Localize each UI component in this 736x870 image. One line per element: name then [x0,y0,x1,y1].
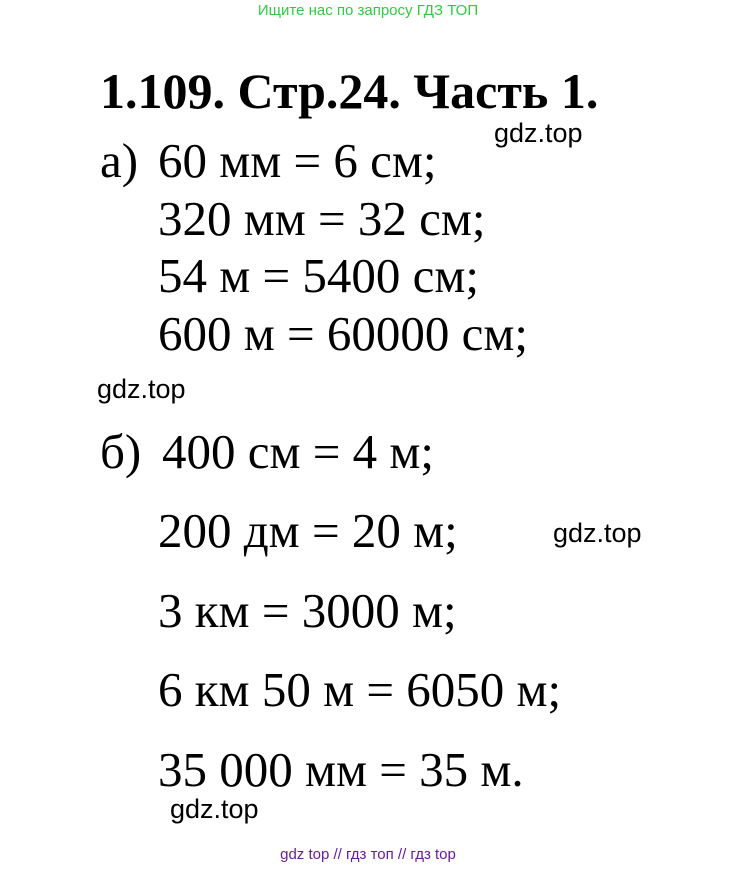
part-b-label: б) [100,424,142,479]
part-b-line-2: 200 дм = 20 м; [158,503,458,558]
watermark-text: gdz.top [170,794,259,824]
part-a-line-2: 320 мм = 32 см; [158,191,486,246]
exercise-heading: 1.109. Стр.24. Часть 1. [100,63,599,119]
part-b-line-3: 3 км = 3000 м; [158,583,457,638]
footer-watermark: gdz top // гдз топ // гдз top [280,846,456,863]
part-b-line-5: 35 000 мм = 35 м. [158,742,524,797]
part-a-line-1: 60 мм = 6 см; [158,133,437,188]
watermark-text: gdz.top [553,518,642,548]
top-banner: Ищите нас по запросу ГДЗ ТОП [257,2,479,19]
part-b-line-4: 6 км 50 м = 6050 м; [158,662,562,717]
part-a-label: а) [100,133,139,188]
part-b-line-1: 400 см = 4 м; [162,424,435,479]
part-a-line-4: 600 м = 60000 см; [158,306,529,361]
watermark-text: gdz.top [494,118,583,148]
part-a-line-3: 54 м = 5400 см; [158,248,480,303]
watermark-text: gdz.top [97,374,186,404]
